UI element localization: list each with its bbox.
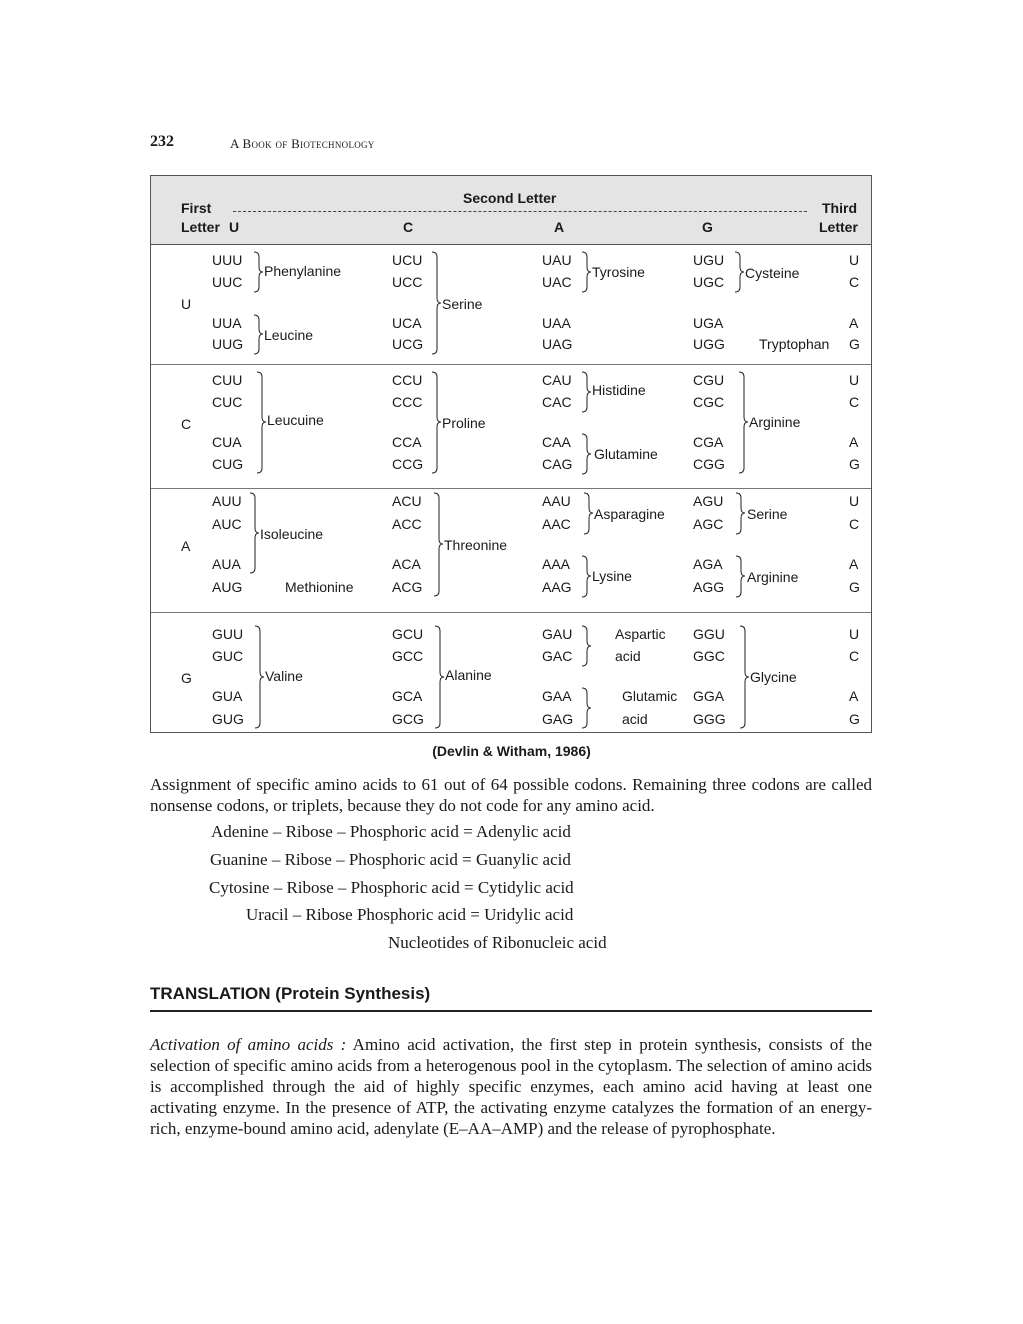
brace-icon — [738, 625, 750, 729]
codon: ACU — [392, 493, 422, 509]
codon: CCA — [392, 434, 422, 450]
paragraph-activation — [150, 1034, 872, 1139]
codon: ACA — [392, 556, 421, 572]
amino-acid-label: Leucuine — [267, 412, 324, 428]
row-divider — [151, 364, 871, 365]
codon: GGU — [693, 626, 725, 642]
amino-acid-label: Glutamine — [594, 446, 658, 462]
brace-icon — [255, 371, 267, 474]
codon: CAU — [542, 372, 572, 388]
brace-icon — [430, 371, 442, 474]
amino-acid-label: Arginine — [749, 414, 801, 430]
codon: AUC — [212, 516, 242, 532]
codon: CGC — [693, 394, 725, 410]
codon: UGC — [693, 274, 725, 290]
codon: AUG — [212, 579, 243, 595]
codon: CAA — [542, 434, 571, 450]
amino-acid-label: Tyrosine — [592, 264, 645, 280]
amino-acid-label: Threonine — [444, 537, 508, 553]
third-letter: U — [849, 252, 860, 268]
codon: CUU — [212, 372, 243, 388]
codon: UUC — [212, 274, 243, 290]
codon: GUC — [212, 648, 244, 664]
equation-guanylic: Guanine – Ribose – Phosphoric acid = Guanylic acid — [210, 850, 571, 869]
codon: AGC — [693, 516, 724, 532]
page-number: 232 — [150, 133, 174, 150]
third-letter: A — [849, 315, 859, 331]
codon: AGG — [693, 579, 725, 595]
header-col-c: C — [403, 219, 414, 235]
paragraph-body: Amino acid activation, the first step in protein synthesis, consists of the selection of specific amino acids from a heterogenous pool in the cytoplasm. The selection of amino acids is accomplished through the aid of highly specific enzymes, each amino acid having at least one activating enzyme. In the presence of ATP, the activating enzyme catalyzes the formation of an energy-rich, enzyme-bound amino acid, adenylate (E–AA–AMP) and the release of pyrophosphate. — [150, 1035, 872, 1138]
third-letter: U — [849, 493, 860, 509]
brace-icon — [433, 625, 445, 729]
third-letter: G — [849, 336, 860, 352]
amino-acid-label: Glutamic — [622, 688, 678, 704]
third-letter: U — [849, 372, 860, 388]
codon: AGA — [693, 556, 723, 572]
codon: CAC — [542, 394, 572, 410]
paragraph-codons: Assignment of specific amino acids to 61 out of 64 possible codons. Remaining three codons are called nonsense codons, or triplets, because they do not code for any amino acid. — [150, 775, 872, 815]
codon: CGG — [693, 456, 725, 472]
row-divider — [151, 612, 871, 613]
codon: UCA — [392, 315, 422, 331]
header-letter-third: Letter — [819, 219, 858, 235]
amino-acid-label: Valine — [265, 668, 303, 684]
amino-acid-label: Aspartic — [615, 626, 666, 642]
brace-icon — [580, 251, 592, 293]
brace-icon — [252, 251, 264, 293]
codon: UCG — [392, 336, 424, 352]
header-second-letter: Second Letter — [463, 190, 557, 206]
codon: GGC — [693, 648, 725, 664]
amino-acid-label: Leucine — [264, 327, 314, 343]
brace-icon — [582, 492, 594, 535]
codon: CUC — [212, 394, 243, 410]
codon: GUU — [212, 626, 244, 642]
codon: GCG — [392, 711, 424, 727]
row-divider — [151, 488, 871, 489]
codon: UUA — [212, 315, 242, 331]
codon: UGG — [693, 336, 725, 352]
codon: UUG — [212, 336, 244, 352]
equations-caption: Nucleotides of Ribonucleic acid — [388, 933, 607, 952]
third-letter: C — [849, 516, 860, 532]
brace-icon — [580, 687, 592, 729]
heading-rule — [150, 1010, 872, 1012]
codon: GAU — [542, 626, 573, 642]
amino-acid-label: Serine — [442, 296, 483, 312]
third-letter: C — [849, 274, 860, 290]
third-letter: A — [849, 556, 859, 572]
codon: GAC — [542, 648, 573, 664]
header-letter-first: Letter — [181, 219, 220, 235]
brace-icon — [430, 251, 442, 355]
amino-acid-label: Proline — [442, 415, 486, 431]
codon: CUG — [212, 456, 244, 472]
third-letter: A — [849, 688, 859, 704]
amino-acid-label: Cysteine — [745, 265, 800, 281]
codon: AAC — [542, 516, 571, 532]
codon: AUU — [212, 493, 242, 509]
codon: UAA — [542, 315, 571, 331]
amino-acid-label: acid — [615, 648, 641, 664]
brace-icon — [580, 625, 592, 667]
amino-acid-label: Histidine — [592, 382, 646, 398]
table-source: (Devlin & Witham, 1986) — [432, 743, 591, 759]
codon: CAG — [542, 456, 573, 472]
amino-acid-label: acid — [622, 711, 648, 727]
brace-icon — [580, 555, 592, 598]
equation-adenylic: Adenine – Ribose – Phosphoric acid = Adenylic acid — [211, 822, 571, 841]
amino-acid-label: Phenylanine — [264, 263, 342, 279]
codon: CCU — [392, 372, 423, 388]
header-col-u: U — [229, 219, 240, 235]
codon: ACG — [392, 579, 423, 595]
first-letter: G — [181, 670, 192, 686]
codon: UAG — [542, 336, 573, 352]
amino-acid-label: Glycine — [750, 669, 797, 685]
header-dashed-rule — [233, 211, 807, 212]
section-heading: TRANSLATION (Protein Synthesis) — [150, 984, 431, 1003]
codon: ACC — [392, 516, 422, 532]
amino-acid-label: Lysine — [592, 568, 632, 584]
codon: CUA — [212, 434, 242, 450]
codon: GUG — [212, 711, 244, 727]
codon: AUA — [212, 556, 241, 572]
codon: CCC — [392, 394, 423, 410]
paragraph-lead: Activation of amino acids : — [150, 1035, 347, 1054]
codon: CCG — [392, 456, 424, 472]
third-letter: C — [849, 394, 860, 410]
third-letter: G — [849, 711, 860, 727]
brace-icon — [253, 625, 265, 729]
third-letter: U — [849, 626, 860, 642]
brace-icon — [580, 371, 592, 413]
header-first: First — [181, 200, 212, 216]
brace-icon — [734, 492, 746, 535]
brace-icon — [580, 433, 592, 475]
codon: GGA — [693, 688, 725, 704]
codon: CGA — [693, 434, 724, 450]
equation-uridylic: Uracil – Ribose Phosphoric acid = Uridylic acid — [246, 905, 574, 924]
first-letter: U — [181, 296, 192, 312]
first-letter: A — [181, 538, 191, 554]
codon: AAA — [542, 556, 571, 572]
equation-cytidylic: Cytosine – Ribose – Phosphoric acid = Cytidylic acid — [209, 878, 574, 897]
codon: AAU — [542, 493, 571, 509]
brace-icon — [432, 492, 444, 597]
third-letter: C — [849, 648, 860, 664]
brace-icon — [734, 555, 746, 598]
codon: UAC — [542, 274, 572, 290]
codon: AGU — [693, 493, 724, 509]
header-col-a: A — [554, 219, 565, 235]
codon: UUU — [212, 252, 243, 268]
codon: UAU — [542, 252, 572, 268]
codon: GCC — [392, 648, 424, 664]
amino-acid-label: Alanine — [445, 667, 492, 683]
amino-acid-label: Tryptophan — [759, 336, 830, 352]
brace-icon — [248, 492, 260, 574]
codon: GAA — [542, 688, 572, 704]
table-header — [151, 176, 871, 245]
codon: GUA — [212, 688, 243, 704]
codon: GCU — [392, 626, 424, 642]
codon: AAG — [542, 579, 572, 595]
brace-icon — [252, 314, 264, 355]
amino-acid-label: Serine — [747, 506, 788, 522]
amino-acid-label: Arginine — [747, 569, 799, 585]
codon: UGA — [693, 315, 724, 331]
brace-icon — [733, 251, 745, 293]
codon: CGU — [693, 372, 725, 388]
amino-acid-label: Asparagine — [594, 506, 665, 522]
codon: UGU — [693, 252, 725, 268]
codon: UCC — [392, 274, 423, 290]
codon: UCU — [392, 252, 423, 268]
third-letter: G — [849, 456, 860, 472]
codon: GGG — [693, 711, 726, 727]
amino-acid-label: Methionine — [285, 579, 354, 595]
brace-icon — [737, 371, 749, 474]
header-col-g: G — [702, 219, 713, 235]
codon: GAG — [542, 711, 574, 727]
amino-acid-label: Isoleucine — [260, 526, 324, 542]
third-letter: A — [849, 434, 859, 450]
codon: GCA — [392, 688, 423, 704]
header-third: Third — [822, 200, 857, 216]
codon-table — [150, 175, 872, 733]
running-title: A Book of Biotechnology — [230, 136, 375, 151]
third-letter: G — [849, 579, 860, 595]
first-letter: C — [181, 416, 192, 432]
